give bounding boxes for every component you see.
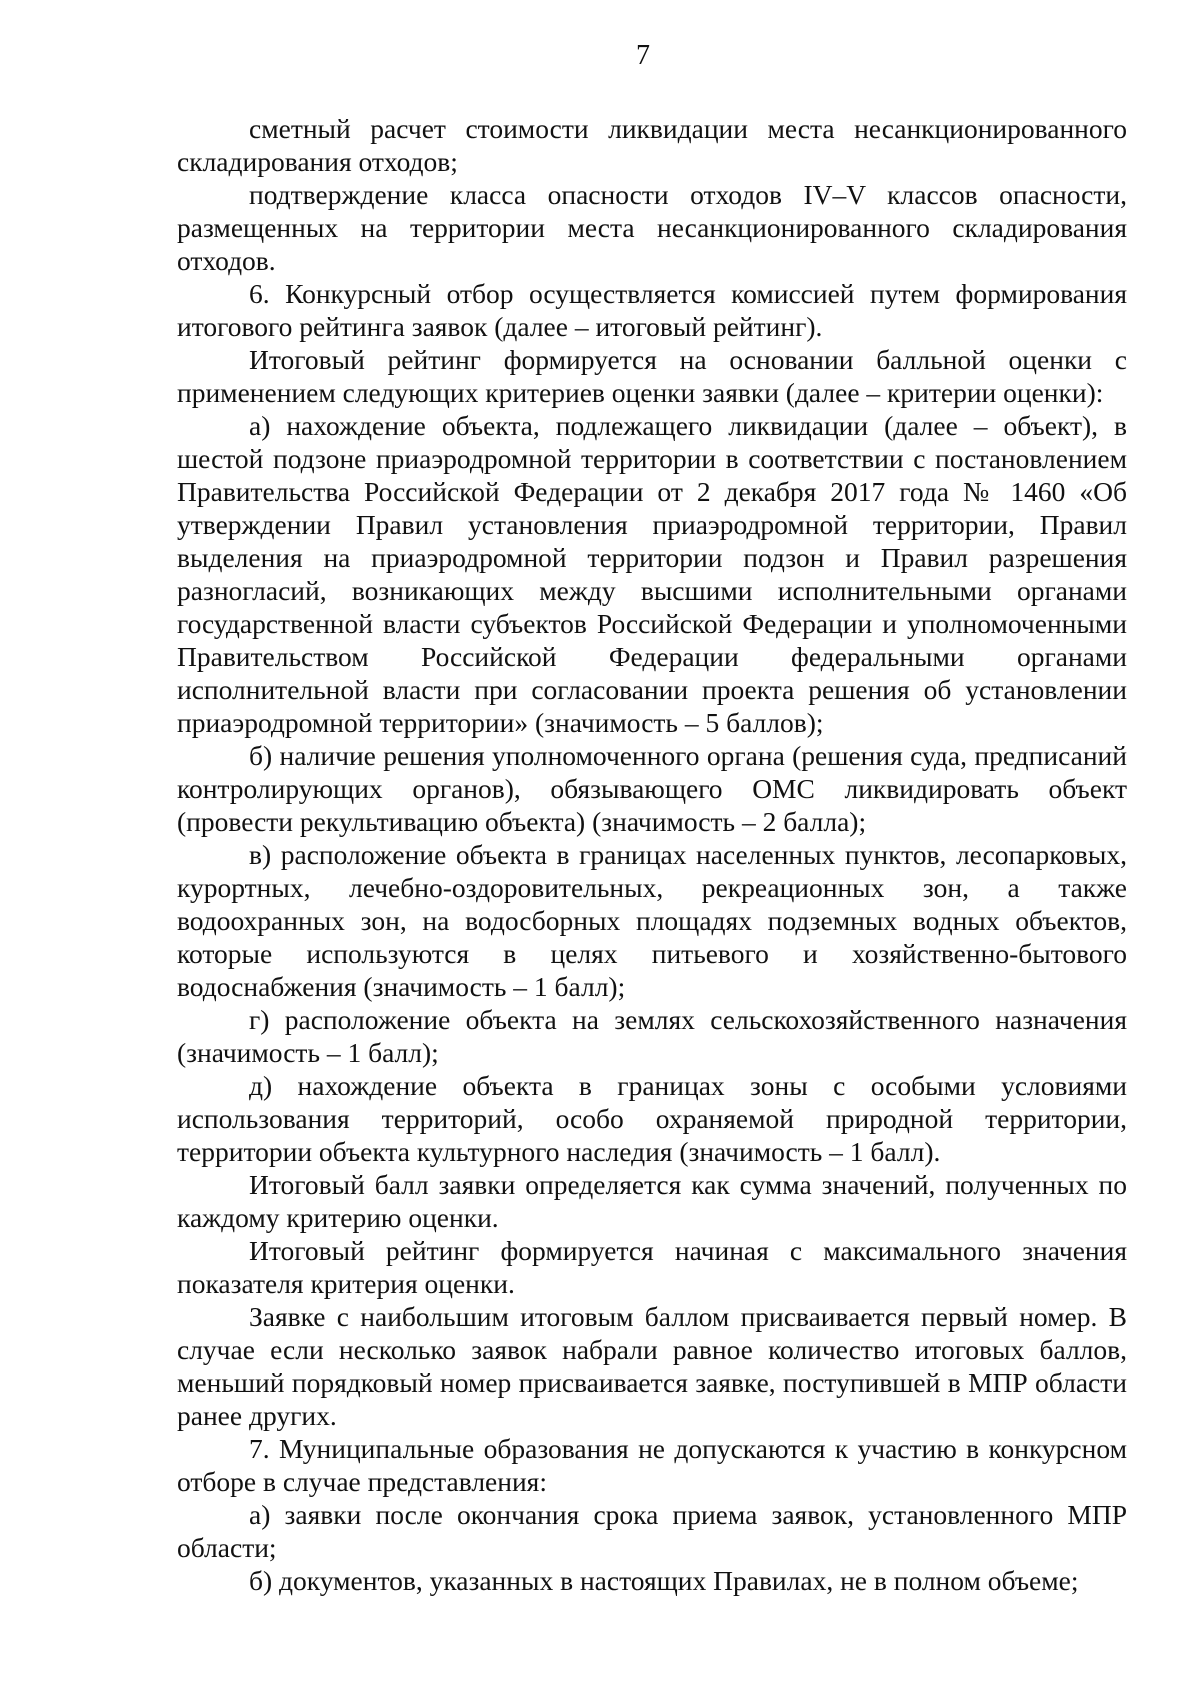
paragraph-criterion-a: а) нахождение объекта, подлежащего ликвидации (далее – объект), в шестой подзоне приаэродромной территории в соответствии с постановлением Правительства Российской Федерации от 2 декабря 2017 года № 1460 «Об утверждении Правил установления приаэродромной территории, Правил выделения на приаэродромной территории подзон и Правил разрешения разногласий, возникающих между высшими исполнительными органами государственной власти субъектов Российской Федерации и уполномоченными Правительством Российской Федерации федеральными органами исполнительной власти при согласовании проекта решения об установлении приаэродромной территории» (значимость – 5 баллов); bbox=[177, 410, 1127, 738]
paragraph-criterion-b: б) наличие решения уполномоченного органа (решения суда, предписаний контролирующих органов), обязывающего ОМС ликвидировать объект (провести рекультивацию объекта) (значимость – 2 балла); bbox=[177, 740, 1127, 837]
paragraph-cost-estimate: сметный расчет стоимости ликвидации места несанкционированного складирования отходов; bbox=[177, 113, 1127, 177]
paragraph-rating-order: Итоговый рейтинг формируется начиная с максимального значения показателя критерия оценки. bbox=[177, 1235, 1127, 1299]
document-body bbox=[177, 112, 1127, 1597]
paragraph-hazard-class: подтверждение класса опасности отходов IV–V классов опасности, размещенных на территории места несанкционированного складирования отходов. bbox=[177, 179, 1127, 276]
paragraph-exclusion-a: а) заявки после окончания срока приема заявок, установленного МПР области; bbox=[177, 1499, 1127, 1563]
paragraph-total-score: Итоговый балл заявки определяется как сумма значений, полученных по каждому критерию оценки. bbox=[177, 1169, 1127, 1233]
paragraph-item-6: 6. Конкурсный отбор осуществляется комиссией путем формирования итогового рейтинга заявок (далее – итоговый рейтинг). bbox=[177, 278, 1127, 342]
page-number: 7 bbox=[636, 40, 650, 71]
paragraph-tie-break: Заявке с наибольшим итоговым баллом присваивается первый номер. В случае если несколько заявок набрали равное количество итоговых баллов, меньший порядковый номер присваивается заявке, поступившей в МПР области ранее других. bbox=[177, 1301, 1127, 1431]
paragraph-item-7: 7. Муниципальные образования не допускаются к участию в конкурсном отборе в случае представления: bbox=[177, 1433, 1127, 1497]
paragraph-criterion-v: в) расположение объекта в границах населенных пунктов, лесопарковых, курортных, лечебно-оздоровительных, рекреационных зон, а также водоохранных зон, на водосборных площадях подземных водных объектов, которые используются в целях питьевого и хозяйственно-бытового водоснабжения (значимость – 1 балл); bbox=[177, 839, 1127, 1002]
paragraph-rating-basis: Итоговый рейтинг формируется на основании балльной оценки с применением следующих критериев оценки заявки (далее – критерии оценки): bbox=[177, 344, 1127, 408]
paragraph-exclusion-b: б) документов, указанных в настоящих Правилах, не в полном объеме; bbox=[249, 1565, 1079, 1596]
paragraph-criterion-d: д) нахождение объекта в границах зоны с особыми условиями использования территорий, особо охраняемой природной территории, территории объекта культурного наследия (значимость – 1 балл). bbox=[177, 1070, 1127, 1167]
paragraph-criterion-g: г) расположение объекта на землях сельскохозяйственного назначения (значимость – 1 балл); bbox=[177, 1004, 1127, 1068]
